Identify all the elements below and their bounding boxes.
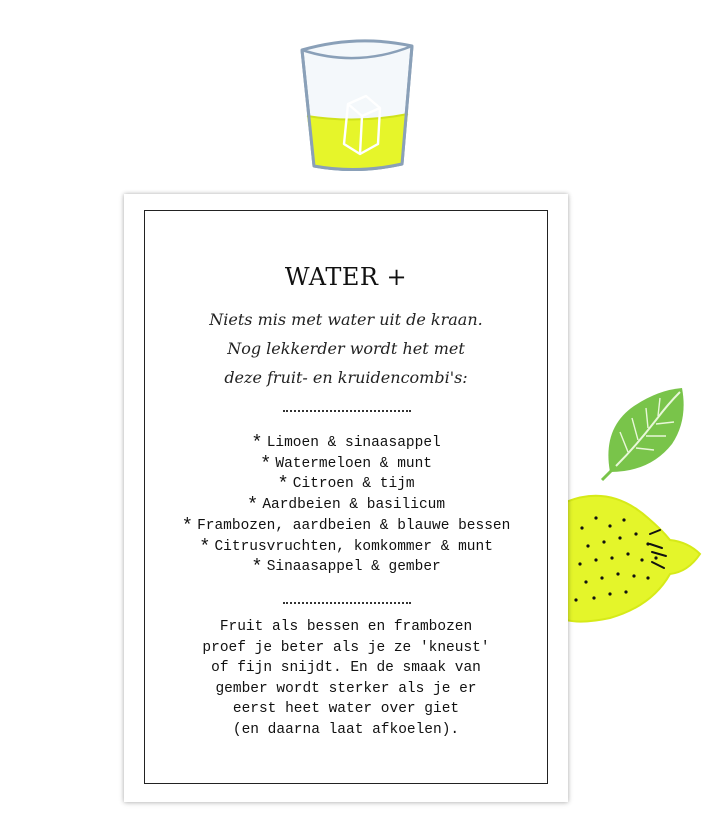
combo-text: Citrusvruchten, komkommer & munt [214, 538, 493, 555]
asterisk-icon: * [251, 556, 263, 579]
list-item [145, 516, 547, 537]
card-title: WATER + [284, 263, 408, 291]
tip-line: of fijn snijdt. En de smaak van [211, 660, 481, 677]
combo-text: Watermeloen & munt [275, 455, 433, 472]
tip-line: gember wordt sterker als je er [215, 680, 477, 697]
combo-text: Limoen & sinaasappel [266, 435, 441, 451]
combo-text: Citroen & tijm [292, 476, 415, 493]
list-item [145, 433, 547, 454]
intro-line: Nog lekkerder wordt het met [227, 339, 465, 358]
asterisk-icon: * [199, 535, 211, 558]
lemon-illustration [566, 488, 716, 628]
tip-line: Fruit als bessen en frambozen [219, 619, 473, 635]
glass-of-water-illustration [292, 32, 422, 182]
list-item [145, 474, 547, 495]
combo-list [145, 433, 547, 578]
tip-line: eerst heet water over giet [232, 701, 460, 718]
dotted-divider [283, 410, 411, 412]
tip-line: (en daarna laat afkoelen). [232, 721, 460, 738]
intro-text [145, 305, 547, 392]
asterisk-icon: * [181, 514, 194, 537]
asterisk-icon: * [251, 432, 263, 454]
asterisk-icon: * [277, 473, 289, 496]
asterisk-icon: * [246, 494, 259, 517]
card-frame [144, 210, 548, 784]
list-item [145, 557, 547, 578]
combo-text: Frambozen, aardbeien & blauwe bessen [197, 517, 511, 534]
list-item [145, 454, 547, 475]
list-item [145, 495, 547, 516]
recipe-card [124, 194, 568, 802]
intro-line: deze fruit- en kruidencombi's: [224, 368, 468, 387]
mint-leaf-illustration [596, 384, 696, 484]
combo-text: Sinaasappel & gember [266, 559, 441, 576]
tip-text [145, 617, 547, 741]
tip-line: proef je beter als je ze 'kneust' [202, 639, 490, 656]
dotted-divider [283, 602, 411, 604]
list-item [145, 537, 547, 558]
asterisk-icon: * [259, 452, 272, 475]
combo-text: Aardbeien & basilicum [262, 497, 446, 514]
intro-line: Niets mis met water uit de kraan. [209, 310, 483, 329]
